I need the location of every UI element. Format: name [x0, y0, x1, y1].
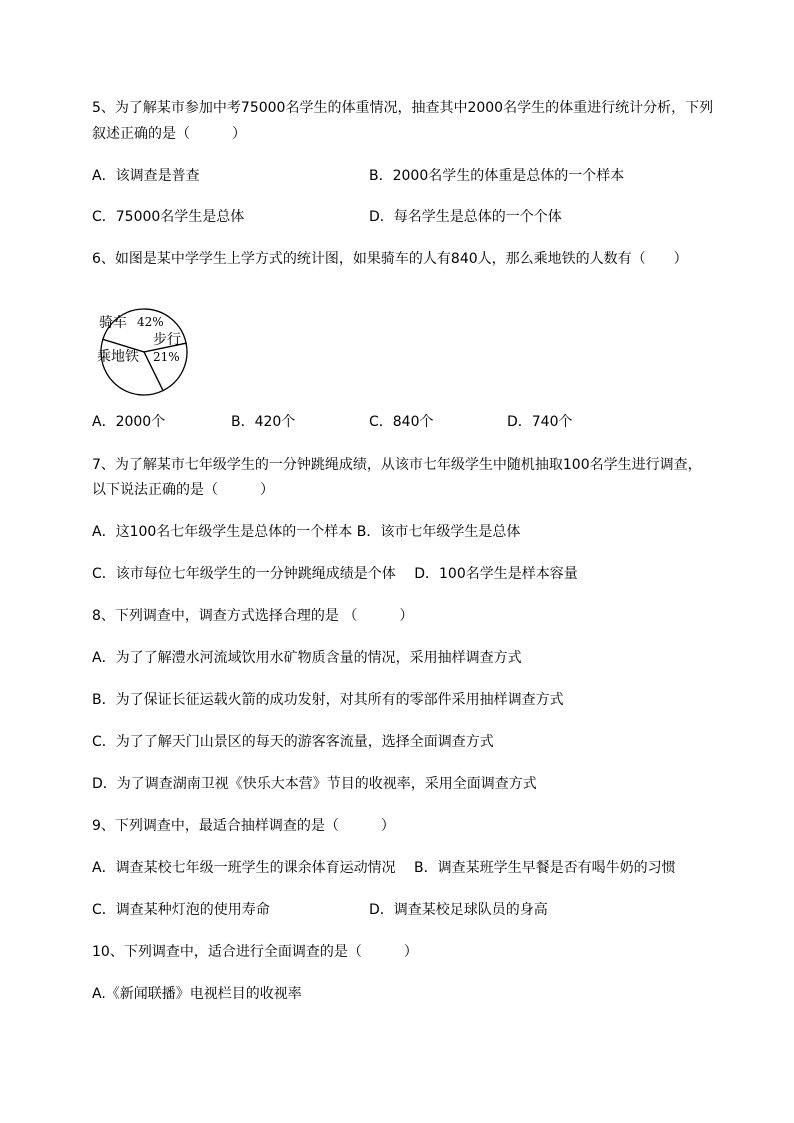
q7-stem-line2: 以下说法正确的是（ ） [92, 482, 274, 498]
q8-option-d: D．为了调查湖南卫视《快乐大本营》节目的收视率，采用全面调查方式 [92, 776, 537, 792]
q5-stem-line2: 叙述正确的是（ ） [92, 126, 246, 142]
q10-stem: 10、下列调查中，适合进行全面调查的是（ ） [92, 944, 418, 960]
q5-option-a: A．该调查是普查 [92, 168, 200, 184]
q5-option-c: C．75000名学生是总体 [92, 209, 245, 225]
q6-stem: 6、如图是某中学学生上学方式的统计图，如果骑车的人有840人，那么乘地铁的人数有（ ） [92, 251, 688, 267]
q10-option-a: A.《新闻联播》电视栏目的收视率 [92, 986, 302, 1002]
pie-label-walking: 步行 [153, 332, 181, 348]
q8-option-a: A．为了了解澧水河流域饮用水矿物质含量的情况，采用抽样调查方式 [92, 650, 522, 666]
pie-percent-cycling: 42% [137, 315, 164, 329]
q9-options-ab: A．调查某校七年级一班学生的课余体育运动情况 B．调查某班学生早餐是否有喝牛奶的习惯 [92, 860, 676, 876]
q5-option-b: B．2000名学生的体重是总体的一个样本 [369, 168, 625, 184]
q5-option-d: D．每名学生是总体的一个个体 [369, 209, 562, 225]
q8-option-c: C．为了了解天门山景区的每天的游客客流量，选择全面调查方式 [92, 734, 494, 750]
q8-option-b: B．为了保证长征运载火箭的成功发射，对其所有的零部件采用抽样调查方式 [92, 692, 564, 708]
q7-options-cd: C．该市每位七年级学生的一分钟跳绳成绩是个体 D．100名学生是样本容量 [92, 566, 578, 582]
pie-chart [93, 306, 195, 398]
q8-stem: 8、下列调查中，调查方式选择合理的是 （ ） [92, 608, 414, 624]
q9-option-c: C．调查某种灯泡的使用寿命 [92, 902, 270, 918]
q9-option-d: D．调查某校足球队员的身高 [369, 902, 548, 918]
q6-option-d: D．740个 [507, 414, 573, 430]
q6-option-b: B．420个 [231, 414, 296, 430]
pie-label-cycling: 骑车 [99, 315, 127, 331]
q6-option-c: C．840个 [369, 414, 434, 430]
q7-stem-line1: 7、为了解某市七年级学生的一分钟跳绳成绩，从该市七年级学生中随机抽取100名学生进行调查， [92, 457, 702, 473]
q9-stem: 9、下列调查中，最适合抽样调查的是（ ） [92, 818, 395, 834]
q6-option-a: A．2000个 [92, 414, 166, 430]
q7-options-ab: A．这100名七年级学生是总体的一个样本 B．该市七年级学生是总体 [92, 524, 521, 540]
pie-label-subway: 乘地铁 [97, 349, 139, 365]
q5-stem-line1: 5、为了解某市参加中考75000名学生的体重情况，抽查其中2000名学生的体重进行统计分析，下列 [92, 100, 714, 116]
pie-percent-walking: 21% [153, 350, 180, 364]
